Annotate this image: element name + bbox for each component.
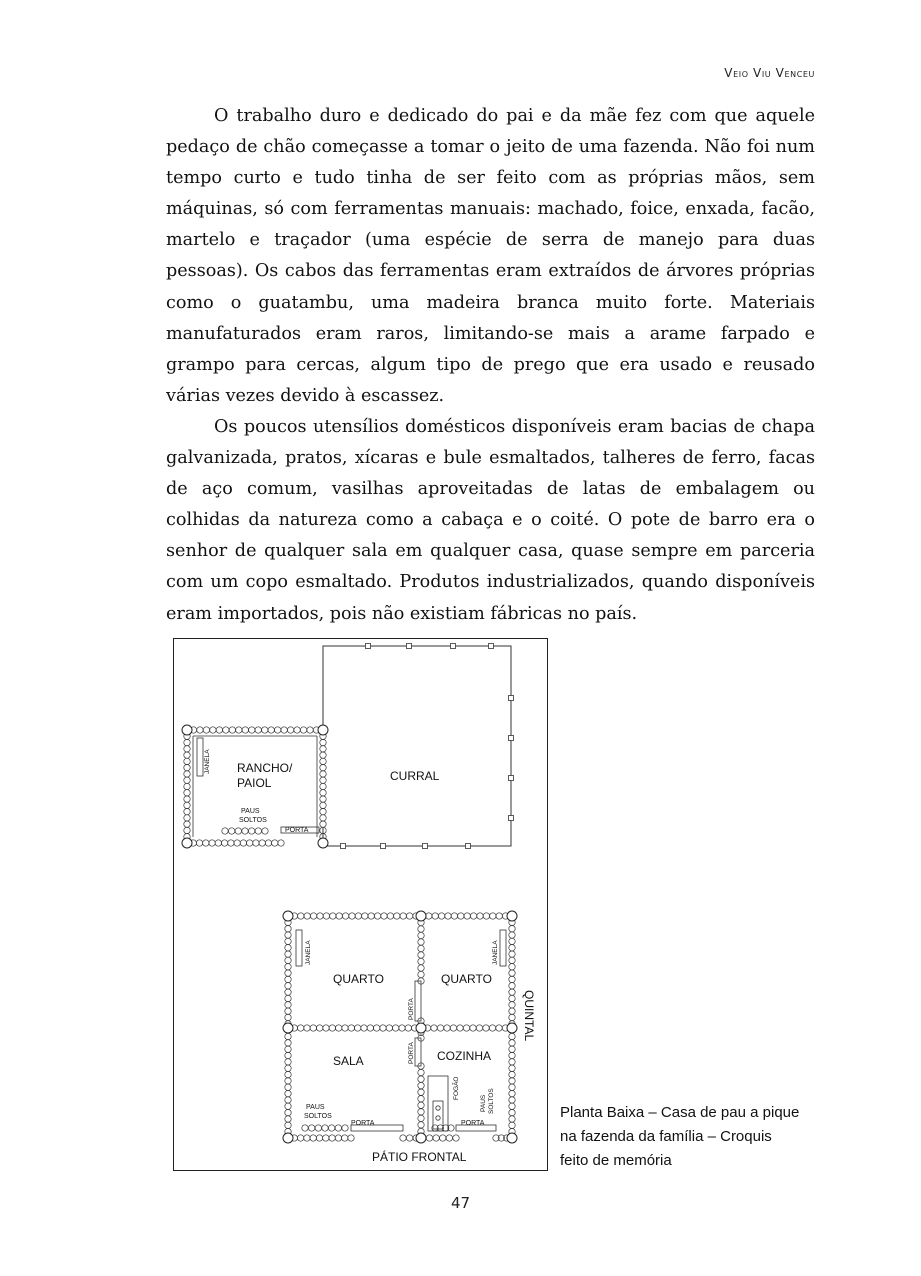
log-wall xyxy=(304,1135,310,1141)
log-wall xyxy=(320,752,326,758)
log-wall xyxy=(368,913,374,919)
caption-line: na fazenda da família – Croquis xyxy=(560,1128,772,1145)
log-wall xyxy=(278,840,284,846)
log-wall xyxy=(184,827,190,833)
log-wall xyxy=(438,913,444,919)
log-wall xyxy=(509,1078,515,1084)
log-wall xyxy=(509,951,515,957)
log-wall xyxy=(310,1135,316,1141)
floor-plan-drawing xyxy=(173,638,548,1171)
log-wall xyxy=(209,840,215,846)
running-head: Veio Viu Venceu xyxy=(724,66,815,80)
log-wall xyxy=(367,1025,373,1031)
label-soltos-cozinha: SOLTOS xyxy=(488,1088,495,1114)
log-wall xyxy=(285,1071,291,1077)
log-wall xyxy=(304,1025,310,1031)
log-wall xyxy=(373,1025,379,1031)
log-wall xyxy=(320,739,326,745)
log-wall xyxy=(433,1135,439,1141)
log-wall xyxy=(268,727,274,733)
corner-post xyxy=(318,725,328,735)
log-wall xyxy=(323,1025,329,1031)
log-wall xyxy=(509,1122,515,1128)
loose-post xyxy=(328,1125,334,1131)
log-wall xyxy=(418,958,424,964)
log-wall xyxy=(255,727,261,733)
log-wall xyxy=(509,1097,515,1103)
log-wall xyxy=(440,1135,446,1141)
loose-post xyxy=(342,1125,348,1131)
log-wall xyxy=(259,840,265,846)
log-wall xyxy=(509,1084,515,1090)
log-wall xyxy=(509,1002,515,1008)
log-wall xyxy=(457,1025,463,1031)
log-wall xyxy=(285,957,291,963)
label-janela-left: JANELA xyxy=(305,940,312,965)
log-wall xyxy=(509,925,515,931)
log-wall xyxy=(418,971,424,977)
loose-post xyxy=(242,828,248,834)
log-wall xyxy=(285,951,291,957)
log-wall xyxy=(470,1025,476,1031)
log-wall xyxy=(361,1025,367,1031)
log-wall xyxy=(320,758,326,764)
log-wall xyxy=(348,1025,354,1031)
body-text xyxy=(166,101,815,630)
log-wall xyxy=(223,727,229,733)
log-wall xyxy=(464,913,470,919)
corner-post xyxy=(416,1133,426,1143)
log-wall xyxy=(316,1135,322,1141)
log-wall xyxy=(426,913,432,919)
log-wall xyxy=(184,752,190,758)
log-wall xyxy=(386,1025,392,1031)
log-wall xyxy=(265,840,271,846)
log-wall xyxy=(274,727,280,733)
log-wall xyxy=(285,964,291,970)
log-wall xyxy=(298,913,304,919)
log-wall xyxy=(184,783,190,789)
log-wall xyxy=(285,1014,291,1020)
log-wall xyxy=(320,771,326,777)
log-wall xyxy=(463,1025,469,1031)
corner-post xyxy=(283,1023,293,1033)
label-porta-cozinha: PORTA xyxy=(461,1120,485,1127)
log-wall xyxy=(453,1135,459,1141)
log-wall xyxy=(184,815,190,821)
log-wall xyxy=(496,1025,502,1031)
fence-post xyxy=(489,644,494,649)
log-wall xyxy=(418,1069,424,1075)
log-wall xyxy=(348,1135,354,1141)
loose-post xyxy=(255,828,261,834)
log-wall xyxy=(418,1076,424,1082)
label-porta-interior-1: PORTA xyxy=(408,998,415,1020)
log-wall xyxy=(184,802,190,808)
log-wall xyxy=(184,777,190,783)
floor-plan-figure xyxy=(173,638,548,1171)
log-wall xyxy=(418,1109,424,1115)
log-wall xyxy=(490,913,496,919)
caption-line: Planta Baixa – Casa de pau a pique xyxy=(560,1104,800,1121)
log-wall xyxy=(184,796,190,802)
log-wall xyxy=(272,840,278,846)
curral-fence-posts xyxy=(341,644,514,849)
log-wall xyxy=(432,913,438,919)
log-wall xyxy=(483,913,489,919)
log-wall xyxy=(323,913,329,919)
log-wall xyxy=(242,727,248,733)
corner-post xyxy=(318,838,328,848)
log-wall xyxy=(399,1025,405,1031)
log-wall xyxy=(509,989,515,995)
label-paus-cozinha: PAUS xyxy=(480,1094,487,1112)
log-wall xyxy=(418,965,424,971)
log-wall xyxy=(285,1046,291,1052)
fence-post xyxy=(451,644,456,649)
log-wall xyxy=(281,727,287,733)
log-wall xyxy=(203,840,209,846)
log-wall xyxy=(210,727,216,733)
log-wall xyxy=(285,995,291,1001)
log-wall xyxy=(509,1071,515,1077)
log-wall xyxy=(330,913,336,919)
janela-rancho xyxy=(197,738,203,776)
log-wall xyxy=(406,1135,412,1141)
log-wall xyxy=(509,1059,515,1065)
log-wall xyxy=(354,1025,360,1031)
fence-post xyxy=(381,844,386,849)
log-wall xyxy=(509,1046,515,1052)
loose-post xyxy=(222,828,228,834)
janela-right xyxy=(500,930,506,966)
log-wall xyxy=(285,1116,291,1122)
log-wall xyxy=(509,1109,515,1115)
log-wall xyxy=(406,913,412,919)
log-wall xyxy=(509,938,515,944)
fence-post xyxy=(423,844,428,849)
log-wall xyxy=(229,727,235,733)
log-wall xyxy=(509,1040,515,1046)
log-wall xyxy=(431,1025,437,1031)
label-janela-right: JANELA xyxy=(492,940,499,965)
log-wall xyxy=(285,970,291,976)
log-wall xyxy=(418,952,424,958)
log-wall xyxy=(418,1082,424,1088)
log-wall xyxy=(509,1033,515,1039)
log-wall xyxy=(215,840,221,846)
corner-post xyxy=(507,1023,517,1033)
label-soltos: SOLTOS xyxy=(239,817,267,824)
log-wall xyxy=(184,821,190,827)
log-wall xyxy=(285,1002,291,1008)
porta-interior-1 xyxy=(415,981,421,1021)
label-janela-rancho: JANELA xyxy=(204,749,211,774)
curral-fence xyxy=(323,646,511,846)
log-wall xyxy=(297,1025,303,1031)
log-wall xyxy=(496,913,502,919)
label-porta-interior-2: PORTA xyxy=(408,1042,415,1064)
log-wall xyxy=(392,1025,398,1031)
label-cozinha: COZINHA xyxy=(437,1049,491,1063)
paragraph: O trabalho duro e dedicado do pai e da mãe fez com que aquele pedaço de chão começasse a tomar o jeito de uma fazenda. Não foi num tempo curto e tudo tinha de ser feito com as próprias mãos, sem máquinas, só com ferramentas manuais: machado, foice, enxada, facão, martelo e traçador (uma espécie de serra de manejo para duas pessoas). Os cabos das ferramentas eram extraídos de árvores próprias como o guatambu, uma madeira branca muito forte. Materiais manufaturados eram raros, limitando-se mais a arame farpado e grampo para cercas, algum tipo de prego que era usado e reusado várias vezes devido à escassez. xyxy=(166,106,815,406)
log-wall xyxy=(316,1025,322,1031)
fence-post xyxy=(366,644,371,649)
label-rancho-1: RANCHO/ xyxy=(237,761,293,775)
log-wall xyxy=(418,1102,424,1108)
log-wall xyxy=(418,932,424,938)
log-wall xyxy=(509,983,515,989)
loose-post xyxy=(335,1125,341,1131)
log-wall xyxy=(285,1090,291,1096)
log-wall xyxy=(320,802,326,808)
log-wall xyxy=(450,1025,456,1031)
log-wall xyxy=(307,727,313,733)
corner-post xyxy=(507,1133,517,1143)
fence-post xyxy=(466,844,471,849)
log-wall xyxy=(509,1103,515,1109)
log-wall xyxy=(451,913,457,919)
log-wall xyxy=(509,995,515,1001)
loose-post xyxy=(262,828,268,834)
log-wall xyxy=(297,1135,303,1141)
log-wall xyxy=(240,840,246,846)
log-wall xyxy=(320,777,326,783)
log-wall xyxy=(329,1025,335,1031)
porta-interior-2 xyxy=(415,1038,421,1066)
fogao-burner xyxy=(436,1116,440,1120)
log-wall xyxy=(285,1008,291,1014)
log-wall xyxy=(285,932,291,938)
loose-post xyxy=(248,828,254,834)
paragraph: Os poucos utensílios domésticos disponíveis eram bacias de chapa galvanizada, pratos, xícaras e bule esmaltados, talheres de ferro, facas de aço comum, vasilhas aproveitadas de latas de embalagem ou colhidas da natureza como a cabaça e o coité. O pote de barro era o senhor de qualquer sala em qualquer casa, quase sempre em parceria com um copo esmaltado. Produtos industrializados, quando disponíveis eram importados, pois não existiam fábricas no país. xyxy=(166,416,815,624)
log-wall xyxy=(285,1103,291,1109)
label-paus: PAUS xyxy=(241,808,260,815)
log-wall xyxy=(470,913,476,919)
log-wall xyxy=(285,1097,291,1103)
label-sala: SALA xyxy=(333,1054,364,1068)
log-wall xyxy=(509,1008,515,1014)
corner-post xyxy=(182,838,192,848)
label-porta-rancho: PORTA xyxy=(285,827,309,834)
log-wall xyxy=(216,727,222,733)
fence-post xyxy=(341,844,346,849)
log-wall xyxy=(509,1090,515,1096)
label-quarto-right: QUARTO xyxy=(441,972,492,986)
log-wall xyxy=(483,1025,489,1031)
log-wall xyxy=(320,790,326,796)
log-wall xyxy=(285,976,291,982)
log-wall xyxy=(246,840,252,846)
label-fogao: FOGÃO xyxy=(453,1076,460,1100)
log-wall xyxy=(446,1135,452,1141)
log-wall xyxy=(342,1135,348,1141)
log-wall xyxy=(320,821,326,827)
log-wall xyxy=(476,1025,482,1031)
log-wall xyxy=(418,939,424,945)
corner-post xyxy=(416,1023,426,1033)
label-paus-sala: PAUS xyxy=(306,1104,325,1111)
log-wall xyxy=(228,840,234,846)
log-wall xyxy=(335,1025,341,1031)
fence-post xyxy=(509,696,514,701)
log-wall xyxy=(509,964,515,970)
log-wall xyxy=(320,796,326,802)
fence-post xyxy=(509,816,514,821)
label-patio-frontal: PÁTIO FRONTAL xyxy=(372,1150,467,1164)
log-wall xyxy=(287,727,293,733)
log-wall xyxy=(236,727,242,733)
log-wall xyxy=(285,1122,291,1128)
log-wall xyxy=(294,727,300,733)
fence-post xyxy=(509,736,514,741)
log-wall xyxy=(197,727,203,733)
log-wall xyxy=(221,840,227,846)
log-wall xyxy=(381,913,387,919)
log-wall xyxy=(405,1025,411,1031)
loose-post xyxy=(228,828,234,834)
loose-post xyxy=(315,1125,321,1131)
log-wall xyxy=(400,913,406,919)
log-wall xyxy=(380,1025,386,1031)
log-wall xyxy=(304,913,310,919)
fence-post xyxy=(509,776,514,781)
log-wall xyxy=(249,727,255,733)
log-wall xyxy=(394,913,400,919)
janela-left xyxy=(296,930,302,966)
log-wall xyxy=(477,913,483,919)
log-wall xyxy=(184,746,190,752)
label-curral: CURRAL xyxy=(390,769,440,783)
caption-line: feito de memória xyxy=(560,1152,672,1169)
log-wall xyxy=(285,1040,291,1046)
log-wall xyxy=(374,913,380,919)
log-wall xyxy=(317,913,323,919)
log-wall xyxy=(320,764,326,770)
log-wall xyxy=(320,815,326,821)
log-wall xyxy=(184,739,190,745)
log-wall xyxy=(285,938,291,944)
log-wall xyxy=(342,1025,348,1031)
log-wall xyxy=(285,1078,291,1084)
log-wall xyxy=(320,746,326,752)
log-wall xyxy=(509,970,515,976)
log-wall xyxy=(285,1052,291,1058)
log-wall xyxy=(336,913,342,919)
log-wall xyxy=(253,840,259,846)
log-wall xyxy=(489,1025,495,1031)
log-wall xyxy=(418,1115,424,1121)
log-wall xyxy=(418,1089,424,1095)
log-wall xyxy=(509,1014,515,1020)
log-wall xyxy=(262,727,268,733)
log-wall xyxy=(509,945,515,951)
label-porta-sala: PORTA xyxy=(351,1120,375,1127)
log-wall xyxy=(418,926,424,932)
label-quarto-left: QUARTO xyxy=(333,972,384,986)
log-wall xyxy=(285,1109,291,1115)
log-wall xyxy=(458,913,464,919)
log-wall xyxy=(310,1025,316,1031)
log-wall xyxy=(234,840,240,846)
fence-post xyxy=(407,644,412,649)
loose-post xyxy=(235,828,241,834)
log-wall xyxy=(355,913,361,919)
log-wall xyxy=(320,783,326,789)
log-wall xyxy=(509,932,515,938)
label-quintal: QUINTAL xyxy=(522,990,536,1042)
log-wall xyxy=(285,925,291,931)
log-wall xyxy=(437,1025,443,1031)
corner-post xyxy=(507,911,517,921)
log-wall xyxy=(320,808,326,814)
log-wall xyxy=(285,1065,291,1071)
log-wall xyxy=(509,1052,515,1058)
log-wall xyxy=(426,1135,432,1141)
log-wall xyxy=(329,1135,335,1141)
log-wall xyxy=(285,945,291,951)
figure-caption xyxy=(560,1101,830,1173)
log-wall xyxy=(285,989,291,995)
log-wall xyxy=(509,1065,515,1071)
log-wall xyxy=(310,913,316,919)
log-wall xyxy=(509,976,515,982)
log-wall xyxy=(349,913,355,919)
log-wall xyxy=(342,913,348,919)
log-wall xyxy=(184,808,190,814)
log-wall xyxy=(300,727,306,733)
log-wall xyxy=(184,771,190,777)
log-wall xyxy=(335,1135,341,1141)
log-wall xyxy=(196,840,202,846)
label-soltos-sala: SOLTOS xyxy=(304,1113,332,1120)
log-wall xyxy=(285,1084,291,1090)
loose-post xyxy=(308,1125,314,1131)
corner-post xyxy=(416,911,426,921)
log-wall xyxy=(400,1135,406,1141)
log-wall xyxy=(362,913,368,919)
log-wall xyxy=(184,758,190,764)
log-wall xyxy=(203,727,209,733)
log-wall xyxy=(285,1059,291,1065)
label-rancho-2: PAIOL xyxy=(237,776,272,790)
log-wall xyxy=(323,1135,329,1141)
log-wall xyxy=(285,983,291,989)
log-wall xyxy=(184,790,190,796)
log-wall xyxy=(285,1033,291,1039)
log-wall xyxy=(387,913,393,919)
log-wall xyxy=(509,1116,515,1122)
log-wall xyxy=(418,1096,424,1102)
loose-post xyxy=(302,1125,308,1131)
page-number: 47 xyxy=(450,1194,471,1212)
corner-post xyxy=(182,725,192,735)
log-wall xyxy=(418,1122,424,1128)
log-wall xyxy=(445,913,451,919)
log-wall xyxy=(418,945,424,951)
fogao-outline xyxy=(428,1076,448,1131)
house-details xyxy=(197,738,506,1131)
log-wall xyxy=(444,1025,450,1031)
fogao-burner xyxy=(436,1106,440,1110)
corner-post xyxy=(283,911,293,921)
corner-post xyxy=(283,1133,293,1143)
log-wall xyxy=(184,764,190,770)
loose-post xyxy=(322,1125,328,1131)
log-wall xyxy=(509,957,515,963)
